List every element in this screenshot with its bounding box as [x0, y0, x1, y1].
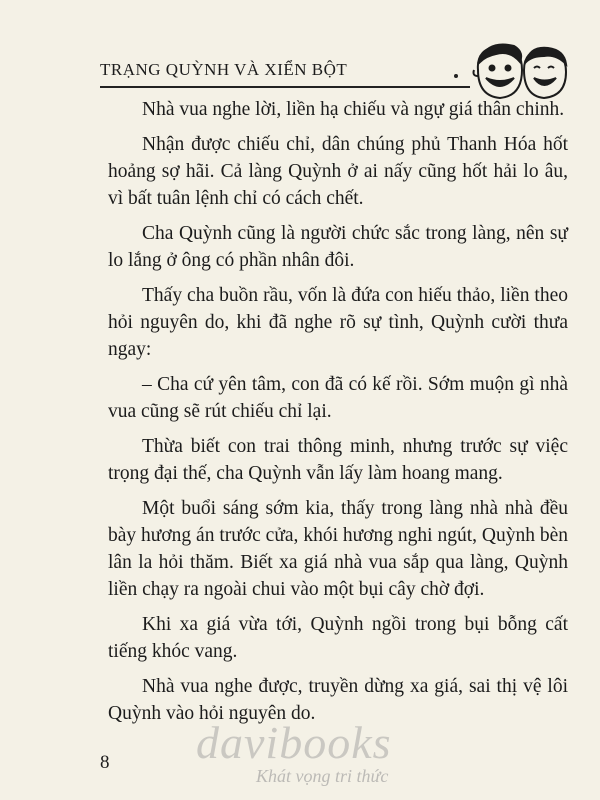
paragraph: Cha Quỳnh cũng là người chức sắc trong làng, nên sự lo lắng ở ông có phần nhân đôi. — [108, 223, 568, 271]
story-text — [108, 96, 568, 735]
paragraph: Một buổi sáng sớm kia, thấy trong làng nhà nhà đều bày hương án trước cửa, khói hương nghi ngút, Quỳnh bèn lân la hỏi thăm. Biết xa giá nhà vua sắp qua làng, Quỳnh liền chạy ra ngoài chui vào một bụi cây chờ đợi. — [108, 498, 568, 600]
watermark-logo: davibooks — [196, 717, 392, 768]
paragraph: Nhận được chiếu chỉ, dân chúng phủ Thanh Hóa hốt hoảng sợ hãi. Cả làng Quỳnh ở ai nấy cũng hốt hải lo âu, vì bất tuân lệnh chỉ có cách chết. — [108, 134, 568, 209]
running-header: TRẠNG QUỲNH VÀ XIỂN BỘT — [100, 60, 348, 79]
header-rule — [100, 86, 470, 88]
paragraph: Nhà vua nghe lời, liền hạ chiếu và ngự giá thân chinh. — [142, 99, 565, 120]
paragraph: Thấy cha buồn rầu, vốn là đứa con hiếu thảo, liền theo hỏi nguyên do, khi đã nghe rõ sự tình, Quỳnh cười thưa ngay: — [108, 285, 568, 360]
header-dot — [454, 74, 458, 78]
paragraph: Khi xa giá vừa tới, Quỳnh ngồi trong bụi bỗng cất tiếng khóc vang. — [108, 614, 568, 662]
paragraph: Nhà vua nghe được, truyền dừng xa giá, sai thị vệ lôi Quỳnh vào hỏi nguyên do. — [108, 676, 568, 724]
paragraph-dialogue: – Cha cứ yên tâm, con đã có kế rồi. Sớm muộn gì nhà vua cũng sẽ rút chiếu chỉ lại. — [108, 374, 568, 422]
paragraph: Thừa biết con trai thông minh, nhưng trước sự việc trọng đại thế, cha Quỳnh vẫn lấy làm hoang mang. — [108, 436, 568, 484]
watermark-tagline: Khát vọng tri thức — [256, 766, 389, 786]
page-number: 8 — [100, 752, 110, 773]
